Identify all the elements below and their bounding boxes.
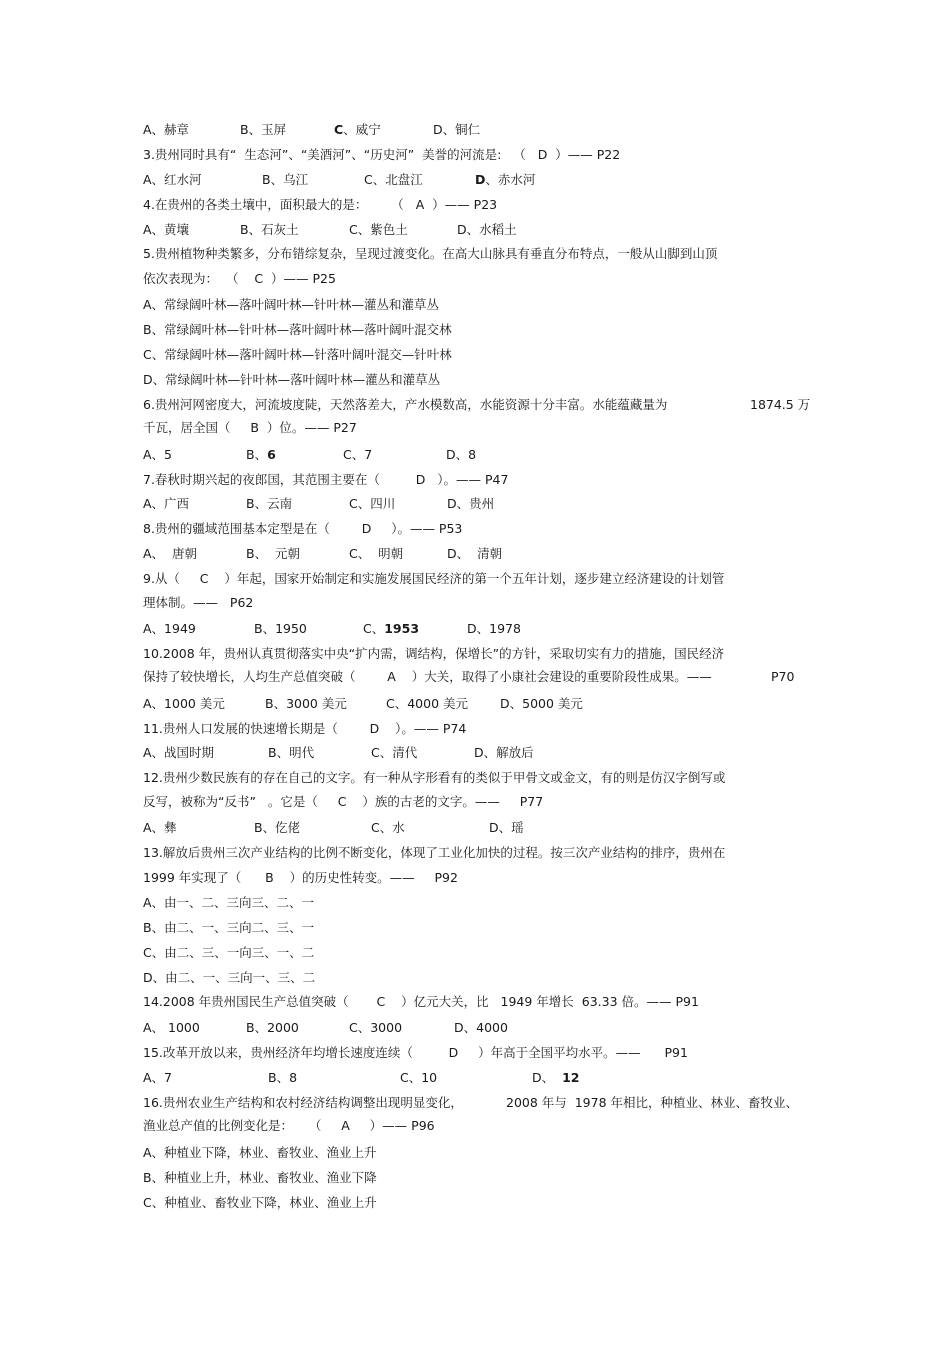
option-text: C、10: [400, 1070, 438, 1085]
text-line: C、由二、三、一向三、一、二: [143, 945, 315, 960]
option-text: A、广西: [143, 496, 190, 511]
answer-bold: 12: [562, 1070, 580, 1085]
option-text: B、明代: [268, 745, 315, 760]
option-item: [334, 122, 381, 138]
option-text: B、仡佬: [254, 820, 301, 835]
option-item: [349, 496, 395, 512]
option-item: [454, 1020, 508, 1036]
text-line: B、常绿阔叶林—针叶林—落叶阔叶林—落叶阔叶混交林: [143, 322, 452, 337]
text-line: D、由二、一、三向一、三、二: [143, 970, 316, 985]
option-item: [262, 172, 308, 188]
option-text: C、7: [343, 447, 373, 462]
text-line: 1999 年实现了（ B ）的历史性转变。—— P92: [143, 870, 458, 885]
option-item: [457, 222, 517, 238]
option-text: B、: [246, 447, 268, 462]
option-item: [246, 496, 292, 512]
option-text: 1874.5 万: [750, 397, 811, 412]
text-line: 5.贵州植物种类繁多，分布错综复杂，呈现过渡变化。在高大山脉具有垂直分布特点，一般从山脚到山顶: [143, 246, 718, 261]
option-item: [371, 820, 405, 836]
text-line: 15.改革开放以来，贵州经济年均增长速度连续（ D ）年高于全国平均水平。—— P91: [143, 1045, 688, 1060]
option-text: A、1000 美元: [143, 696, 225, 711]
option-text: D、4000: [454, 1020, 508, 1035]
text-line: 依次表现为： （ C ）—— P25: [143, 271, 336, 286]
option-item: [386, 696, 468, 712]
option-item: [268, 1070, 297, 1086]
option-text: C、 明朝: [349, 546, 404, 561]
answer-bold: 1953: [384, 621, 420, 636]
option-item: [265, 696, 347, 712]
option-item: [349, 1020, 402, 1036]
option-text: A、赫章: [143, 122, 190, 137]
option-item: [447, 546, 502, 562]
option-text: A、彝: [143, 820, 177, 835]
option-item: [446, 447, 476, 463]
option-item: [143, 1020, 200, 1036]
option-text: D、铜仁: [433, 122, 481, 137]
option-text: D、水稻土: [457, 222, 517, 237]
option-item: [349, 546, 403, 562]
option-text: D、瑶: [489, 820, 524, 835]
option-item: [254, 621, 307, 637]
text-line: C、种植业、畜牧业下降，林业、渔业上升: [143, 1195, 377, 1210]
option-text: B、乌江: [262, 172, 309, 187]
option-item: [771, 669, 794, 685]
text-line: D、常绿阔叶林—针叶林—落叶阔叶林—灌丛和灌草丛: [143, 372, 441, 387]
option-item: [363, 621, 419, 637]
option-item: [474, 745, 534, 761]
option-item: [143, 397, 667, 413]
option-text-tail: 、威宁: [343, 122, 381, 137]
option-text: C、3000: [349, 1020, 403, 1035]
option-text: D: [475, 172, 486, 187]
option-item: [750, 397, 810, 413]
option-text: A、 唐朝: [143, 546, 197, 561]
option-item: [475, 172, 535, 188]
option-text: B、玉屏: [240, 122, 287, 137]
option-text: C、北盘江: [364, 172, 423, 187]
option-item: [240, 222, 299, 238]
text-line: A、种植业下降，林业、畜牧业、渔业上升: [143, 1145, 377, 1160]
option-item: [143, 669, 712, 685]
text-line: 13.解放后贵州三次产业结构的比例不断变化，体现了工业化加快的过程。按三次产业结构的排序，贵州在: [143, 845, 726, 860]
option-item: [532, 1070, 579, 1086]
option-text: D、: [532, 1070, 563, 1085]
option-item: [143, 496, 189, 512]
option-item: [400, 1070, 437, 1086]
option-text: C、4000 美元: [386, 696, 469, 711]
option-item: [433, 122, 480, 138]
option-text: A、红水河: [143, 172, 202, 187]
text-line: 8.贵州的疆域范围基本定型是在（ D ）。—— P53: [143, 521, 463, 536]
option-text: D、1978: [467, 621, 521, 636]
text-line: 反写，被称为“反书” 。它是（ C ）族的古老的文字。—— P77: [143, 794, 544, 809]
option-text: B、石灰土: [240, 222, 299, 237]
option-text: B、 元朝: [246, 546, 301, 561]
text-line: 9.从（ C ）年起，国家开始制定和实施发展国民经济的第一个五年计划，逐步建立经济建设的计划管: [143, 571, 725, 586]
text-line: 10.2008 年，贵州认真贯彻落实中央“扩内需，调结构，保增长”的方针，采取切实有力的措施，国民经济: [143, 646, 725, 661]
option-item: [447, 496, 494, 512]
option-text: D、 清朝: [447, 546, 503, 561]
option-text: 保持了较快增长，人均生产总值突破（ A ）大关，取得了小康社会建设的重要阶段性成果。——: [143, 669, 712, 684]
option-text: B、2000: [246, 1020, 299, 1035]
option-item: [143, 745, 214, 761]
option-text: C、四川: [349, 496, 396, 511]
option-item: [143, 222, 189, 238]
option-item: [500, 696, 583, 712]
option-text: A、1949: [143, 621, 196, 636]
option-item: [489, 820, 524, 836]
option-item: [143, 1070, 172, 1086]
option-text: C、: [363, 621, 385, 636]
text-line: 4.在贵州的各类土壤中，面积最大的是： （ A ）—— P23: [143, 197, 498, 212]
option-text: C: [334, 122, 344, 137]
option-item: [254, 820, 300, 836]
text-line: 渔业总产值的比例变化是： （ A ）—— P96: [143, 1118, 435, 1133]
text-line: B、种植业上升，林业、畜牧业、渔业下降: [143, 1170, 377, 1185]
option-item: [467, 621, 521, 637]
text-line: 理体制。—— P62: [143, 595, 254, 610]
option-text: B、3000 美元: [265, 696, 347, 711]
option-item: [371, 745, 417, 761]
option-item: [143, 172, 202, 188]
option-item: [143, 546, 197, 562]
option-text: B、1950: [254, 621, 307, 636]
option-text: A、黄壤: [143, 222, 190, 237]
option-text: A、 1000: [143, 1020, 200, 1035]
text-line: 7.春秋时期兴起的夜郎国，其范围主要在（ D ）。—— P47: [143, 472, 509, 487]
option-item: [364, 172, 423, 188]
option-text: B、云南: [246, 496, 293, 511]
option-text: 2008 年与 1978 年相比，种植业、林业、畜牧业、: [506, 1095, 799, 1110]
text-line: C、常绿阔叶林—落叶阔叶林—针落叶阔叶混交—针叶林: [143, 347, 452, 362]
option-text: B、8: [268, 1070, 298, 1085]
answer-bold: 6: [267, 447, 276, 462]
option-text: A、5: [143, 447, 173, 462]
text-line: 千瓦，居全国（ B ）位。—— P27: [143, 420, 357, 435]
option-item: [240, 122, 286, 138]
text-line: 14.2008 年贵州国民生产总值突破（ C ）亿元大关，比 1949 年增长 63.33 倍。—— P91: [143, 994, 699, 1009]
text-line: 3.贵州同时具有“ 生态河”、“美酒河”、“历史河” 美誉的河流是: （ D ）—— P22: [143, 147, 621, 162]
text-line: 11.贵州人口发展的快速增长期是（ D ）。—— P74: [143, 721, 467, 736]
option-item: [143, 820, 177, 836]
option-text: P70: [771, 669, 795, 684]
option-item: [268, 745, 314, 761]
option-item: [143, 696, 225, 712]
option-item: [143, 1095, 463, 1111]
option-item: [246, 546, 300, 562]
option-text: D、8: [446, 447, 477, 462]
option-item: [506, 1095, 798, 1111]
option-text: C、清代: [371, 745, 418, 760]
option-text: C、紫色土: [349, 222, 408, 237]
text-line: A、由一、二、三向三、二、一: [143, 895, 315, 910]
option-text: A、7: [143, 1070, 173, 1085]
option-item: [343, 447, 372, 463]
option-text: C、水: [371, 820, 405, 835]
option-text: 6.贵州河网密度大，河流坡度陡，天然落差大，产水模数高，水能资源十分丰富。水能蕴藏量为: [143, 397, 668, 412]
option-item: [143, 122, 189, 138]
option-item: [246, 447, 276, 463]
option-item: [246, 1020, 299, 1036]
text-line: 12.贵州少数民族有的存在自己的文字。有一种从字形看有的类似于甲骨文或金文，有的则是仿汉字倒写或: [143, 770, 726, 785]
option-item: [349, 222, 408, 238]
option-text: D、5000 美元: [500, 696, 583, 711]
option-text: D、解放后: [474, 745, 534, 760]
text-line: A、常绿阔叶林—落叶阔叶林—针叶林—灌丛和灌草丛: [143, 297, 440, 312]
option-item: [143, 621, 196, 637]
option-text: A、战国时期: [143, 745, 215, 760]
option-text-tail: 、赤水河: [485, 172, 536, 187]
option-text: D、贵州: [447, 496, 495, 511]
option-item: [143, 447, 172, 463]
text-line: B、由二、一、三向二、三、一: [143, 920, 315, 935]
option-text: 16.贵州农业生产结构和农村经济结构调整出现明显变化，: [143, 1095, 463, 1110]
